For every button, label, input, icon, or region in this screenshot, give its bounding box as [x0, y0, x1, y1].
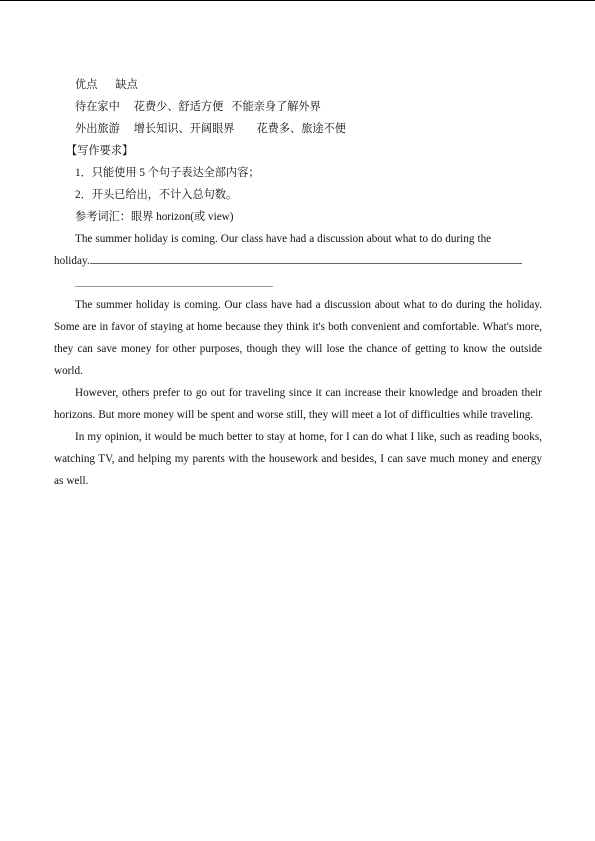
document-body [54, 74, 542, 492]
prompt-holiday-word: holiday. [54, 255, 90, 267]
answer-paragraph-1: The summer holiday is coming. Our class have had a discussion about what to do during the holiday. Some are in favor of staying at home because they think it's both convenient and comfortable. What's more, they can save money for other purposes, though they will lose the chance of getting to know the outside world. [54, 299, 542, 377]
vocabulary-hint: 参考词汇：眼界 horizon(或 view) [75, 211, 234, 223]
answer-blank-line-2 [54, 272, 542, 294]
stay-home-disadvantages: 不能亲身了解外界 [231, 101, 321, 113]
travel-disadvantages: 花费多、旅途不便 [256, 123, 346, 135]
header-disadvantages: 缺点 [115, 79, 138, 91]
table-header-row [54, 74, 542, 96]
requirement-item-1: 1．只能使用 5 个句子表达全部内容； [75, 167, 260, 179]
prompt-holiday-line [54, 250, 542, 272]
table-row-travel [54, 118, 542, 140]
stay-home-advantages: 花费少、舒适方便 [133, 101, 224, 113]
header-advantages: 优点 [75, 79, 98, 91]
row-label-stay-home: 待在家中 [75, 101, 120, 113]
prompt-opening-line: The summer holiday is coming. Our class have had a discussion about what to do during the [75, 233, 492, 245]
table-row-stay-home [54, 96, 542, 118]
answer-paragraph-2: However, others prefer to go out for traveling since it can increase their knowledge and broaden their horizons. But more money will be spent and worse still, they will meet a lot of difficulties while traveling. [54, 387, 542, 421]
top-border-line [0, 0, 595, 1]
requirement-item-2: 2．开头已给出，不计入总句数。 [75, 189, 238, 201]
answer-blank-line [90, 251, 522, 264]
answer-paragraph-3: In my opinion, it would be much better to stay at home, for I can do what I like, such as reading books, watching TV, and helping my parents with the housework and besides, I can save much money and energy as well. [54, 431, 542, 487]
requirements-heading: 【写作要求】 [66, 145, 134, 157]
travel-advantages: 增长知识、开阔眼界 [133, 123, 235, 135]
row-label-travel: 外出旅游 [75, 123, 120, 135]
